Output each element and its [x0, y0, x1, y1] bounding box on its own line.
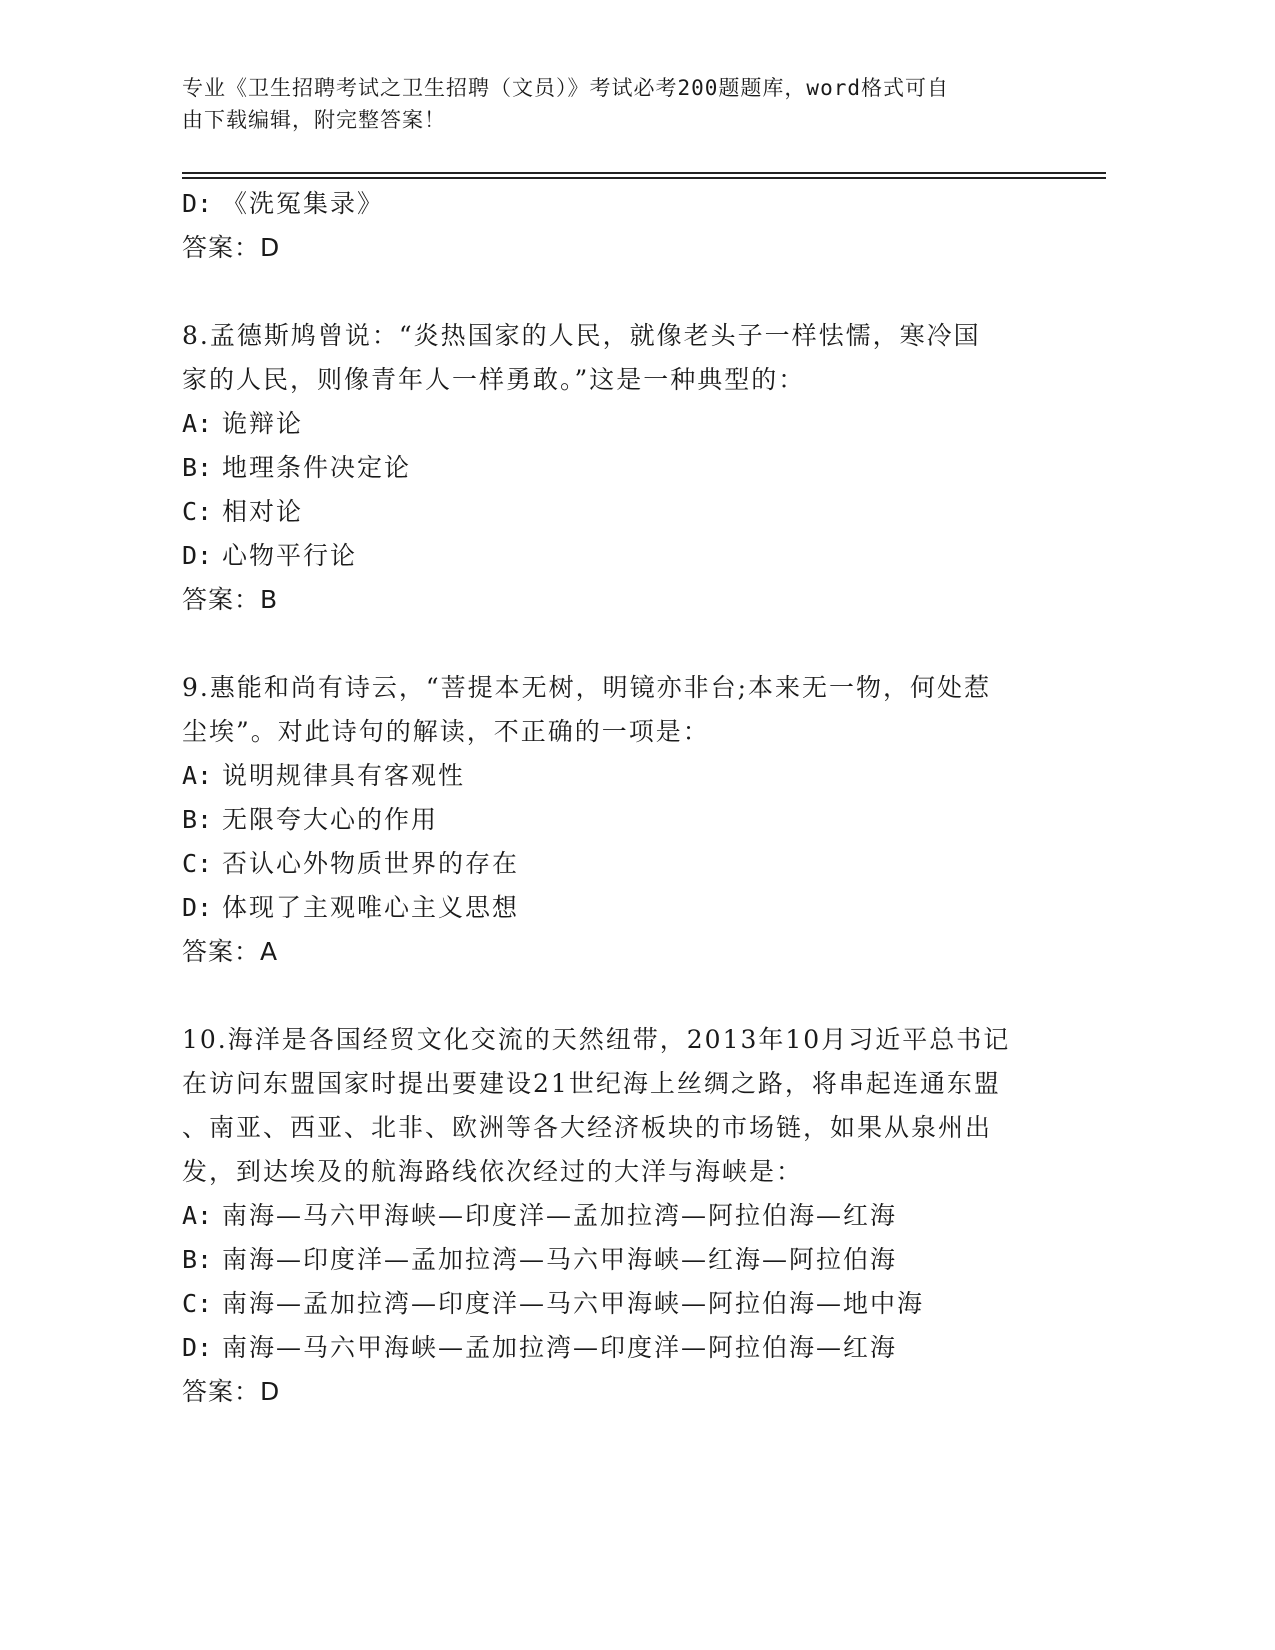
question-line: 家的人民，则像青年人一样勇敢。”这是一种典型的： [182, 365, 806, 394]
option-a [182, 1194, 1062, 1238]
option-text: 否认心外物质世界的存在 [222, 849, 520, 878]
option-letter: B: [182, 805, 213, 834]
question-line: 尘埃”。对此诗句的解读，不正确的一项是： [182, 717, 710, 746]
option-text: 诡辩论 [222, 409, 304, 438]
option-letter: D: [182, 1333, 213, 1362]
option-text: 相对论 [222, 497, 304, 526]
answer: 答案：A [182, 937, 279, 966]
option-b [182, 798, 1062, 842]
option-d [182, 886, 1062, 930]
option-text: 心物平行论 [222, 541, 358, 570]
option-letter: A: [182, 1201, 213, 1230]
option-d [182, 534, 1062, 578]
question-10 [182, 1018, 1062, 1194]
header-divider [182, 172, 1106, 174]
option-letter: C: [182, 849, 213, 878]
answer: 答案：B [182, 585, 279, 614]
option-text: 南海—马六甲海峡—孟加拉湾—印度洋—阿拉伯海—红海 [222, 1333, 898, 1362]
option-text: 《洗冤集录》 [222, 189, 385, 218]
answer: 答案：D [182, 1377, 281, 1406]
option-b [182, 446, 1062, 490]
option-c [182, 1282, 1062, 1326]
question-line: 发，到达埃及的航海路线依次经过的大洋与海峡是： [182, 1157, 804, 1186]
option-letter: B: [182, 1245, 213, 1274]
option-text: 南海—马六甲海峡—印度洋—孟加拉湾—阿拉伯海—红海 [222, 1201, 898, 1230]
option-d [182, 1326, 1062, 1370]
option-letter: D: [182, 189, 213, 218]
answer: 答案：D [182, 233, 281, 262]
option-text: 体现了主观唯心主义思想 [222, 893, 520, 922]
option-text: 南海—孟加拉湾—印度洋—马六甲海峡—阿拉伯海—地中海 [222, 1289, 925, 1318]
option-letter: C: [182, 497, 213, 526]
question-line: 10.海洋是各国经贸文化交流的天然纽带，2013年10月习近平总书记 [182, 1025, 1011, 1054]
option-text: 说明规律具有客观性 [222, 761, 466, 790]
option-c [182, 842, 1062, 886]
option-a [182, 754, 1062, 798]
option-letter: C: [182, 1289, 213, 1318]
header-divider-thin [182, 177, 1106, 179]
option-letter: A: [182, 409, 213, 438]
question-line: 9.惠能和尚有诗云，“菩提本无树，明镜亦非台;本来无一物，何处惹 [182, 673, 992, 702]
option-text: 南海—印度洋—孟加拉湾—马六甲海峡—红海—阿拉伯海 [222, 1245, 898, 1274]
question-9 [182, 666, 1062, 754]
option-letter: D: [182, 893, 213, 922]
question-line: 在访问东盟国家时提出要建设21世纪海上丝绸之路，将串起连通东盟 [182, 1069, 1001, 1098]
option-text: 无限夸大心的作用 [222, 805, 439, 834]
option-letter: A: [182, 761, 213, 790]
question-line: 、南亚、西亚、北非、欧洲等各大经济板块的市场链，如果从泉州出 [182, 1113, 993, 1142]
option-letter: B: [182, 453, 213, 482]
header-line-2: 由下载编辑，附完整答案！ [182, 108, 446, 132]
option-d [182, 182, 1062, 226]
question-8 [182, 314, 1062, 402]
option-a [182, 402, 1062, 446]
option-letter: D: [182, 541, 213, 570]
header-line-1: 专业《卫生招聘考试之卫生招聘（文员）》考试必考200题题库，word格式可自 [182, 76, 949, 100]
document-header [182, 72, 1042, 136]
document-body [182, 182, 1062, 1414]
option-b [182, 1238, 1062, 1282]
question-line: 8.孟德斯鸠曾说：“炎热国家的人民，就像老头子一样怯懦，寒冷国 [182, 321, 981, 350]
option-text: 地理条件决定论 [222, 453, 412, 482]
option-c [182, 490, 1062, 534]
